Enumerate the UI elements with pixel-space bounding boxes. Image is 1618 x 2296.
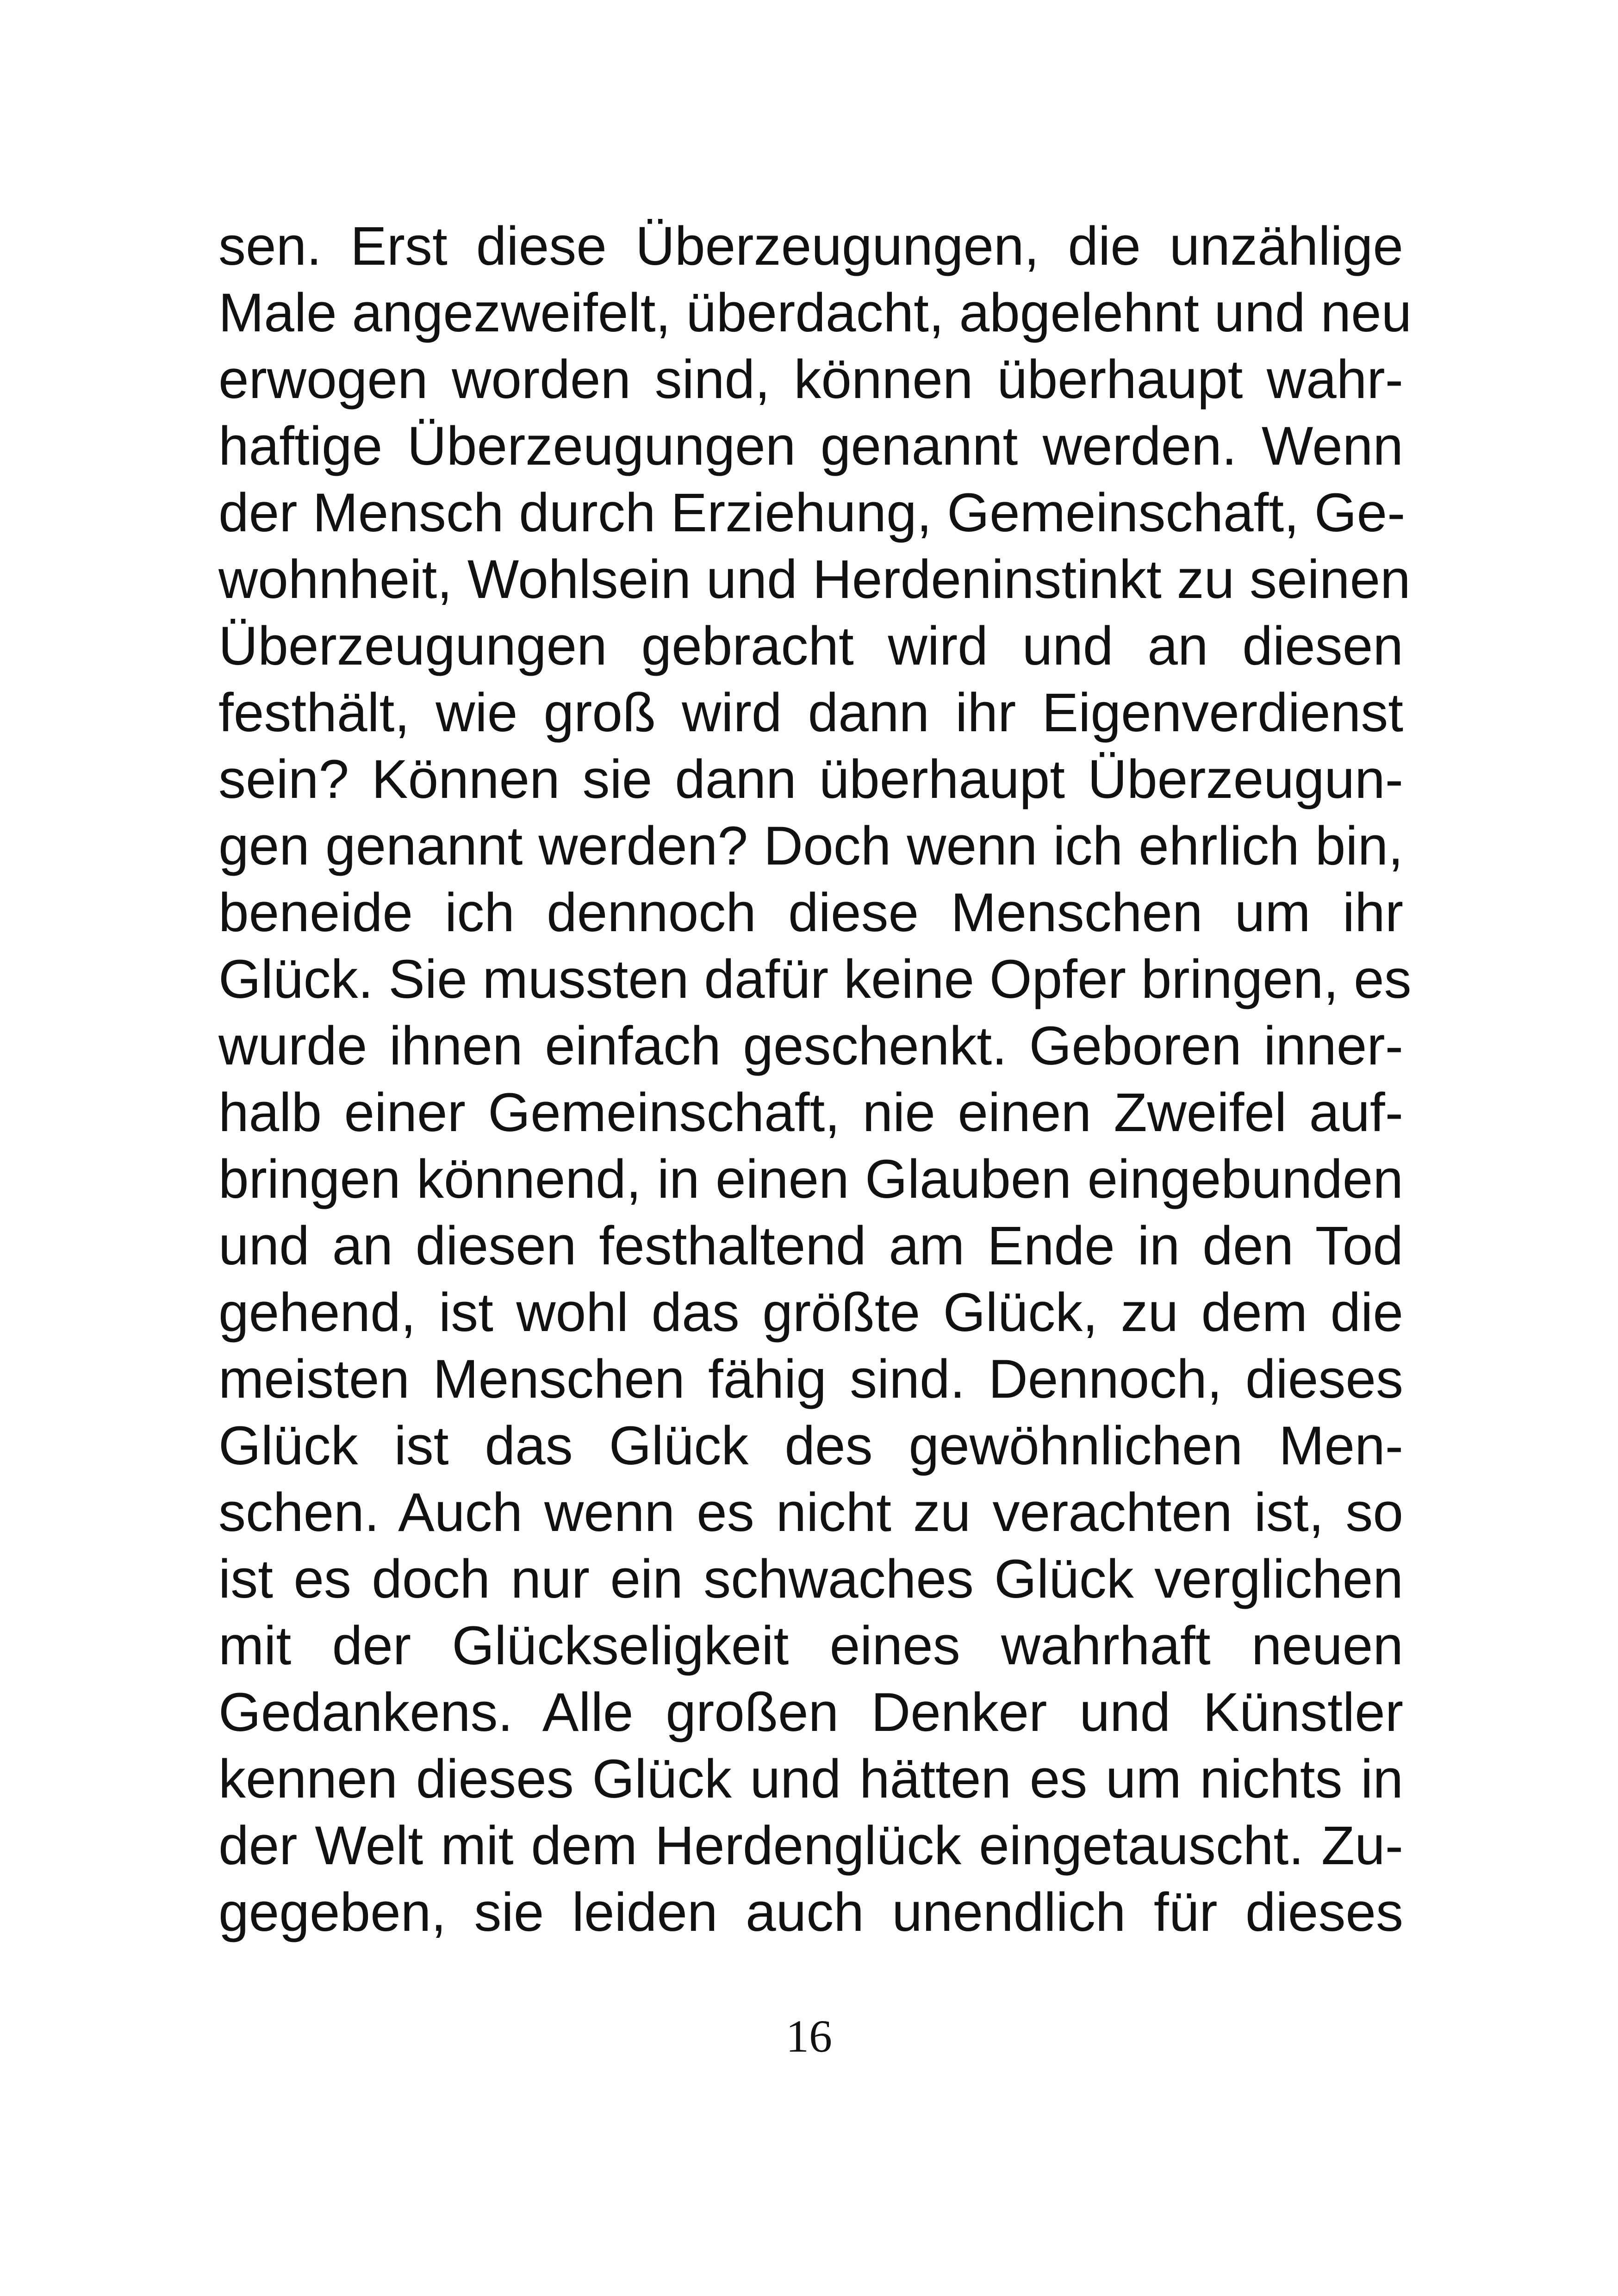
text-line-14: halb einer Gemeinschaft, nie einen Zweifel auf- (218, 1082, 1403, 1143)
text-line-16: und an diesen festhaltend am Ende in den Tod (218, 1215, 1403, 1276)
text-line-26: gegeben, sie leiden auch unendlich für dieses (218, 1882, 1403, 1943)
text-line-23: Gedankens. Alle großen Denker und Künstler (218, 1682, 1403, 1743)
text-line-20: schen. Auch wenn es nicht zu verachten ist, so (218, 1482, 1403, 1543)
text-line-24: kennen dieses Glück und hätten es um nichts in (218, 1748, 1403, 1810)
text-line-10: gen genannt werden? Doch wenn ich ehrlich bin, (218, 815, 1403, 877)
text-line-9: sein? Können sie dann überhaupt Überzeugun- (218, 749, 1403, 810)
text-line-11: beneide ich dennoch diese Menschen um ihr (218, 882, 1403, 943)
text-line-2: Male angezweifelt, überdacht, abgelehnt und neu (218, 282, 1412, 343)
text-line-22: mit der Glückseligkeit eines wahrhaft neuen (218, 1615, 1403, 1676)
page-number: 16 (786, 2010, 832, 2062)
text-line-21: ist es doch nur ein schwaches Glück verglichen (218, 1549, 1403, 1610)
text-line-15: bringen könnend, in einen Glauben eingebunden (218, 1149, 1403, 1210)
text-line-5: der Mensch durch Erziehung, Gemeinschaft, Ge- (218, 482, 1406, 543)
text-line-17: gehend, ist wohl das größte Glück, zu dem die (218, 1282, 1403, 1343)
text-line-12: Glück. Sie mussten dafür keine Opfer bringen, es (218, 949, 1412, 1010)
body-text (218, 213, 1412, 1946)
text-line-18: meisten Menschen fähig sind. Dennoch, dieses (218, 1349, 1403, 1410)
text-line-7: Überzeugungen gebracht wird und an diesen (218, 616, 1403, 677)
text-line-6: wohnheit, Wohlsein und Herdeninstinkt zu seinen (218, 549, 1411, 610)
text-line-13: wurde ihnen einfach geschenkt. Geboren inner- (218, 1015, 1403, 1076)
text-line-1: sen. Erst diese Überzeugungen, die unzählige (218, 216, 1403, 277)
text-line-8: festhält, wie groß wird dann ihr Eigenverdienst (218, 682, 1403, 743)
text-line-3: erwogen worden sind, können überhaupt wahr- (218, 349, 1403, 410)
text-line-4: haftige Überzeugungen genannt werden. Wenn (218, 416, 1403, 477)
text-line-25: der Welt mit dem Herdenglück eingetauscht. Zu- (218, 1815, 1403, 1876)
text-line-19: Glück ist das Glück des gewöhnlichen Men- (218, 1415, 1403, 1476)
